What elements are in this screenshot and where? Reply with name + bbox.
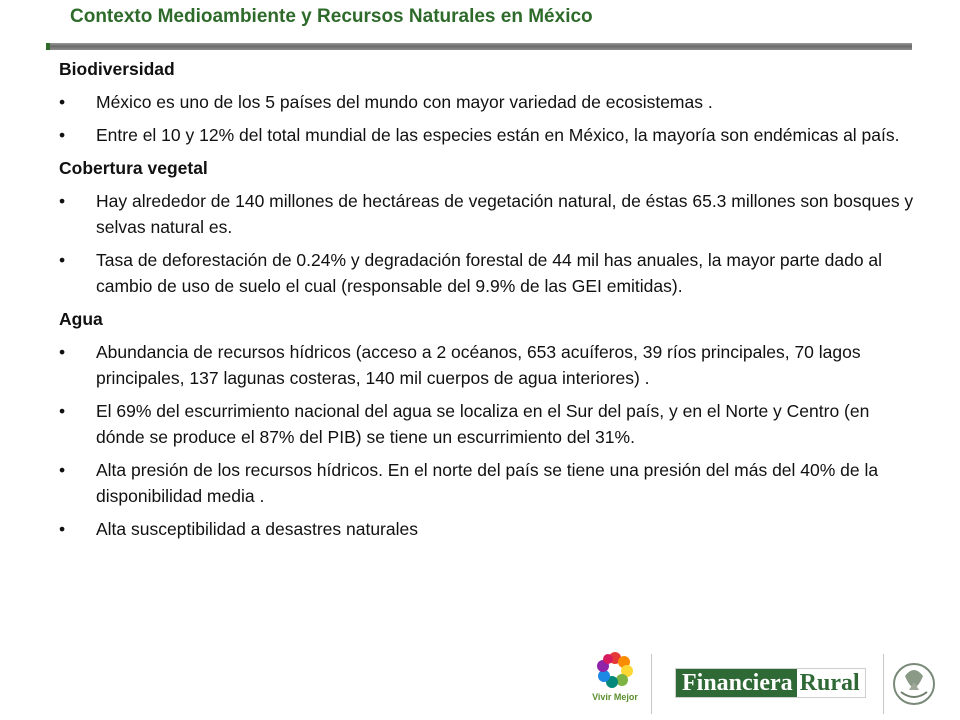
financiera-rural-word-2: Rural [797,669,865,697]
section-heading: Agua [59,309,103,329]
section-heading: Cobertura vegetal [59,158,208,178]
bullet-icon: • [59,519,66,539]
bullet-item [59,516,919,542]
bullet-icon: • [59,92,66,112]
bullet-text: Tasa de deforestación de 0.24% y degradación forestal de 44 mil has anuales, la mayor parte dado al cambio de uso de suelo el cual (responsable del 9.9% de las GEI emitidas). [96,250,883,296]
section-agua [59,306,919,542]
section-heading: Biodiversidad [59,59,175,79]
bullet-text: Alta presión de los recursos hídricos. En el norte del país se tiene una presión del más del 40% de la disponibilidad media . [96,460,879,506]
bullet-text: Hay alrededor de 140 millones de hectáreas de vegetación natural, de éstas 65.3 millones son bosques y selvas natural es. [96,191,914,237]
bullet-icon: • [59,125,66,145]
bullet-text: Entre el 10 y 12% del total mundial de las especies están en México, la mayoría son endémicas al país. [96,125,900,145]
financiera-rural-logo [675,668,866,698]
title-divider [46,43,912,50]
bullet-item [59,339,919,391]
bullet-text: Alta susceptibilidad a desastres naturales [96,519,418,539]
logo-divider [651,654,652,714]
bullet-item [59,457,919,509]
bullet-text: El 69% del escurrimiento nacional del agua se localiza en el Sur del país, y en el Norte y Centro (en dónde se produce el 87% del PIB) se tiene un escurrimiento del 31%. [96,401,870,447]
footer-logos [575,648,960,720]
bullet-text: México es uno de los 5 países del mundo con mayor variedad de ecosistemas . [96,92,713,112]
bullet-icon: • [59,191,66,211]
bullet-icon: • [59,401,66,421]
section-biodiversidad [59,56,919,148]
vivir-mejor-label: Vivir Mejor [592,692,638,702]
bullet-item [59,122,919,148]
bullet-item [59,89,919,115]
bullet-item [59,247,919,299]
bullet-icon: • [59,460,66,480]
flower-icon [597,652,633,688]
vivir-mejor-logo [585,652,645,720]
bullet-list [59,339,919,542]
bullet-icon: • [59,342,66,362]
section-cobertura-vegetal [59,155,919,299]
bullet-item [59,398,919,450]
bullet-list [59,89,919,148]
financiera-rural-word-1: Financiera [676,669,797,697]
slide-content [59,56,919,549]
mexico-seal-icon [891,656,937,708]
bullet-list [59,188,919,299]
title-divider-accent [46,43,50,50]
bullet-text: Abundancia de recursos hídricos (acceso a 2 océanos, 653 acuíferos, 39 ríos principales, 70 lagos principales, 137 lagunas costeras, 140 mil cuerpos de agua interiores) . [96,342,861,388]
logo-divider [883,654,884,714]
bullet-icon: • [59,250,66,270]
page-title: Contexto Medioambiente y Recursos Naturales en México [70,6,593,27]
bullet-item [59,188,919,240]
